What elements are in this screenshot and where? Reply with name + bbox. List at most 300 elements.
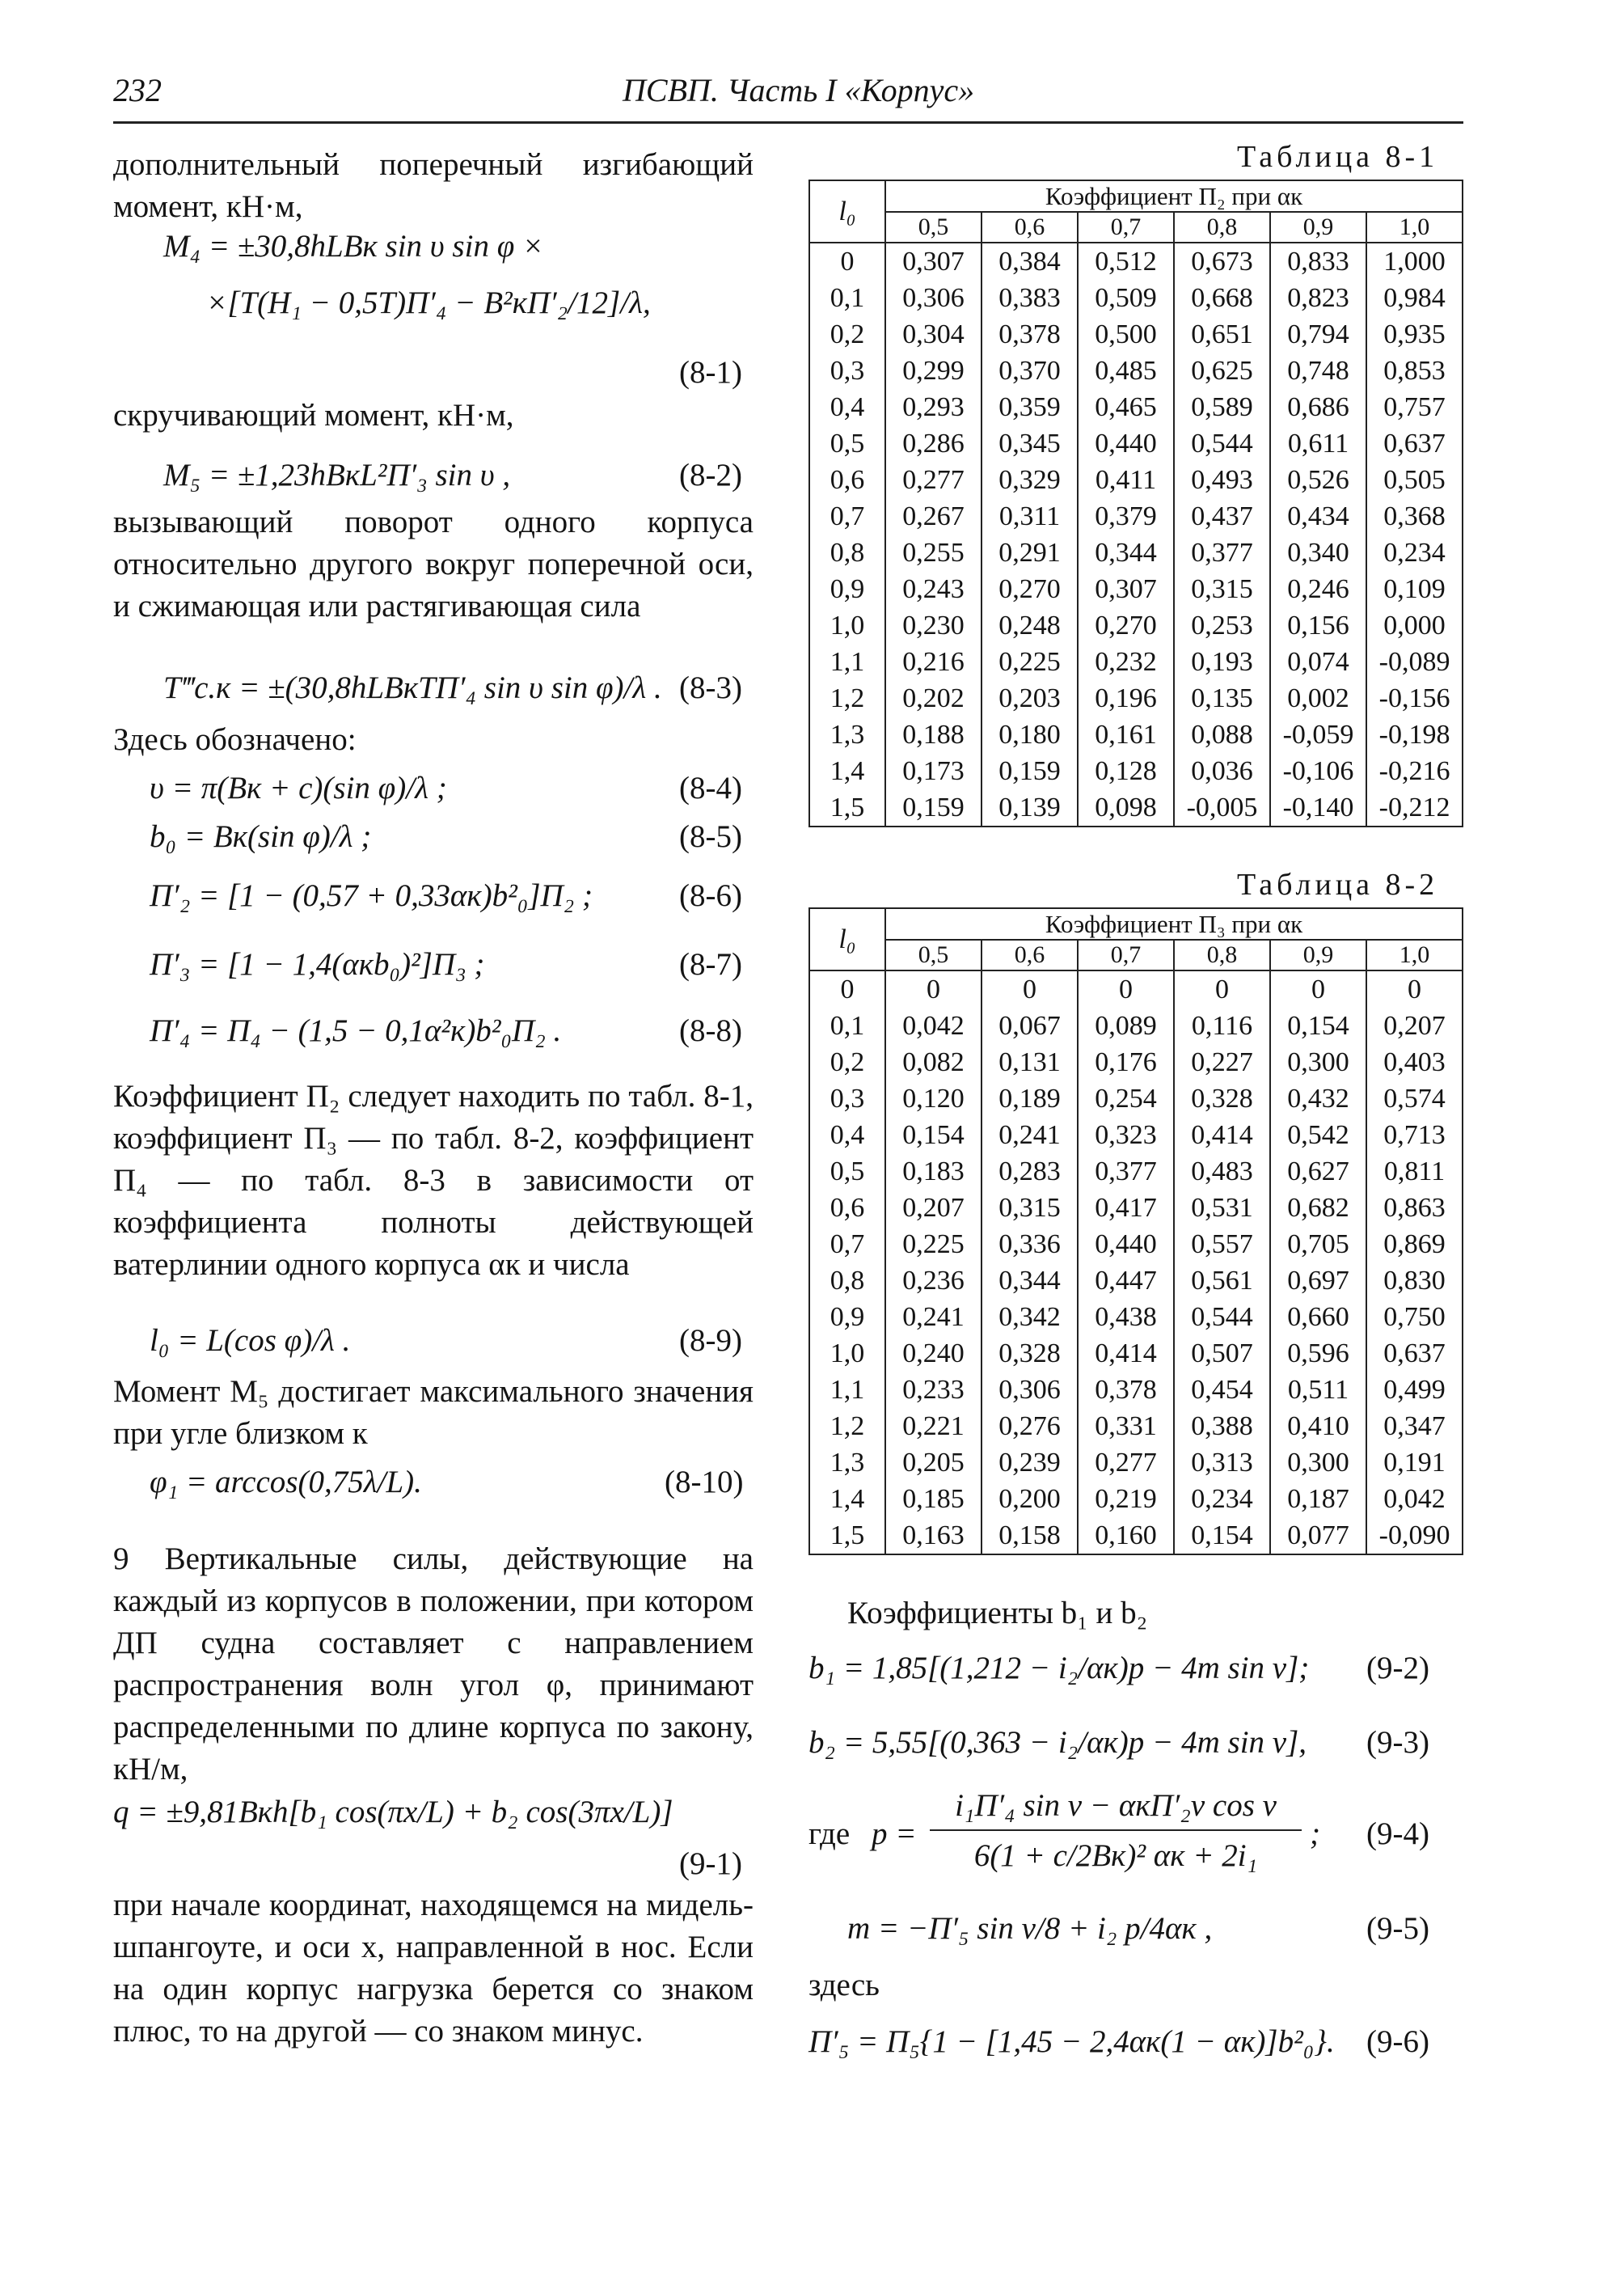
table-cell: 1,000 — [1366, 243, 1463, 280]
row-label-cell: 0,8 — [809, 535, 885, 571]
table-cell: 0,410 — [1270, 1408, 1366, 1444]
table-row — [809, 1008, 1463, 1044]
table-cell: 0,682 — [1270, 1190, 1366, 1226]
table-row — [809, 1044, 1463, 1080]
formula-9-4-denominator: 6(1 + c/2Bк)² αк + 2i₁ — [973, 1838, 1258, 1873]
table-cell: -0,005 — [1174, 789, 1270, 827]
table-cell: 0,042 — [885, 1008, 982, 1044]
table-cell: 0,089 — [1078, 1008, 1174, 1044]
table-cell: 0,440 — [1078, 1226, 1174, 1262]
paragraph-twisting-moment: скручивающий момент, кН·м, — [113, 398, 514, 433]
table-row — [809, 1262, 1463, 1299]
row-label-cell: 0,2 — [809, 316, 885, 353]
table-8-2-row-header: l₀ — [809, 908, 885, 970]
row-label-cell: 1,5 — [809, 789, 885, 827]
row-label-cell: 0,7 — [809, 498, 885, 535]
row-label-cell: 1,5 — [809, 1517, 885, 1554]
table-cell: 0,000 — [1366, 607, 1463, 644]
table-cell: -0,212 — [1366, 789, 1463, 827]
table-cell: 0,388 — [1174, 1408, 1270, 1444]
table-cell: 0,042 — [1366, 1481, 1463, 1517]
formula-8-1-line-1: M₄ = ±30,8hLBк sin υ sin φ × — [163, 229, 544, 264]
table-row — [809, 1299, 1463, 1335]
formula-9-4-lhs: p = — [872, 1816, 917, 1851]
formula-8-9: l₀ = L(cos φ)/λ . — [150, 1323, 351, 1358]
table-cell: 0,159 — [885, 789, 982, 827]
table-cell: 0,243 — [885, 571, 982, 607]
table-cell: 0,270 — [982, 571, 1078, 607]
row-label-cell: 0,1 — [809, 280, 885, 316]
table-8-1-group-header: Коэффициент Π₂ при αк — [885, 180, 1463, 212]
table-cell: 0,276 — [982, 1408, 1078, 1444]
table-cell: 0,230 — [885, 607, 982, 644]
table-cell: 0,241 — [982, 1117, 1078, 1153]
row-label-cell: 1,1 — [809, 644, 885, 680]
table-row — [809, 717, 1463, 753]
table-cell: 0,505 — [1366, 462, 1463, 498]
table-cell: -0,090 — [1366, 1517, 1463, 1554]
formula-9-4-numerator: i₁Π′₄ sin v − αкΠ′₂v cos v — [955, 1788, 1277, 1823]
table-cell: 0,668 — [1174, 280, 1270, 316]
paragraph-bending-moment: дополнительный поперечный изгибающий момент, кН·м, — [113, 147, 754, 224]
table-cell: 0 — [1174, 970, 1270, 1008]
table-cell: 0,347 — [1366, 1408, 1463, 1444]
table-cell: 0,833 — [1270, 243, 1366, 280]
table-row — [809, 753, 1463, 789]
row-label-cell: 0 — [809, 970, 885, 1008]
table-cell: 0,379 — [1078, 498, 1174, 535]
table-row — [809, 425, 1463, 462]
table-row — [809, 1517, 1463, 1554]
table-cell: 0,254 — [1078, 1080, 1174, 1117]
table-cell: 0,830 — [1366, 1262, 1463, 1299]
table-cell: 0,414 — [1174, 1117, 1270, 1153]
table-cell: 0,544 — [1174, 1299, 1270, 1335]
table-cell: 0,246 — [1270, 571, 1366, 607]
table-cell: 0,306 — [982, 1372, 1078, 1408]
table-cell: 0,697 — [1270, 1262, 1366, 1299]
table-8-2-group-header: Коэффициент Π₃ при αк — [885, 908, 1463, 940]
table-cell: 0,109 — [1366, 571, 1463, 607]
table-cell: 0,336 — [982, 1226, 1078, 1262]
table-cell: 0,154 — [1174, 1517, 1270, 1554]
table-8-2 — [808, 907, 1463, 1555]
formula-9-4-fraction-bar — [930, 1829, 1302, 1831]
table-cell: 0,794 — [1270, 316, 1366, 353]
table-cell: 0,233 — [885, 1372, 982, 1408]
table-cell: 0,811 — [1366, 1153, 1463, 1190]
column-header: 0,6 — [982, 940, 1078, 970]
table-cell: 0,627 — [1270, 1153, 1366, 1190]
paragraph-coordinates: при начале координат, находящемся на мидель-шпангоуте, и оси x, направленной в нос. Если на один корпус нагрузка берется со знаком плюс, то на другой — со знаком минус. — [113, 1888, 754, 2049]
column-header: 0,9 — [1270, 940, 1366, 970]
column-header: 1,0 — [1366, 212, 1463, 243]
table-cell: 0,154 — [885, 1117, 982, 1153]
equation-number-8-9: (8-9) — [679, 1323, 742, 1358]
formula-8-3: T‴с.к = ±(30,8hLBкTΠ′₄ sin υ sin φ)/λ . — [163, 670, 662, 705]
table-cell: 0,370 — [982, 353, 1078, 389]
table-cell: 0,345 — [982, 425, 1078, 462]
table-cell: 0,377 — [1078, 1153, 1174, 1190]
table-cell: 0,823 — [1270, 280, 1366, 316]
table-cell: 0,163 — [885, 1517, 982, 1554]
table-cell: 0,328 — [1174, 1080, 1270, 1117]
table-cell: 0,342 — [982, 1299, 1078, 1335]
table-cell: 0,757 — [1366, 389, 1463, 425]
table-cell: 0,500 — [1078, 316, 1174, 353]
table-cell: 0,311 — [982, 498, 1078, 535]
table-row — [809, 1117, 1463, 1153]
table-row — [809, 1226, 1463, 1262]
table-cell: 0,180 — [982, 717, 1078, 753]
column-header: 0,7 — [1078, 212, 1174, 243]
table-cell: 0,185 — [885, 1481, 982, 1517]
table-row — [809, 1153, 1463, 1190]
table-row — [809, 1408, 1463, 1444]
table-cell: 0,414 — [1078, 1335, 1174, 1372]
table-cell: 0,328 — [982, 1335, 1078, 1372]
table-cell: 0,189 — [982, 1080, 1078, 1117]
table-cell: 0,306 — [885, 280, 982, 316]
table-cell: 0,329 — [982, 462, 1078, 498]
table-cell: 0,156 — [1270, 607, 1366, 644]
table-cell: 0,067 — [982, 1008, 1078, 1044]
table-cell: 0,241 — [885, 1299, 982, 1335]
table-cell: 0,240 — [885, 1335, 982, 1372]
table-cell: 0,750 — [1366, 1299, 1463, 1335]
table-cell: 0,191 — [1366, 1444, 1463, 1481]
table-cell: 0,344 — [1078, 535, 1174, 571]
table-cell: 0,088 — [1174, 717, 1270, 753]
table-cell: 0,863 — [1366, 1190, 1463, 1226]
row-label-cell: 0,4 — [809, 389, 885, 425]
table-row — [809, 1372, 1463, 1408]
table-cell: 0,307 — [1078, 571, 1174, 607]
table-cell: 0,234 — [1366, 535, 1463, 571]
table-cell: 0,098 — [1078, 789, 1174, 827]
table-cell: 0,440 — [1078, 425, 1174, 462]
table-cell: 0,499 — [1366, 1372, 1463, 1408]
formula-8-7: Π′₃ = [1 − 1,4(αкb₀)²]Π₃ ; — [150, 947, 485, 982]
table-cell: 0,074 — [1270, 644, 1366, 680]
table-cell: 0,359 — [982, 389, 1078, 425]
column-header: 0,5 — [885, 940, 982, 970]
table-8-1-row-header: l₀ — [809, 180, 885, 243]
table-row — [809, 462, 1463, 498]
table-cell: 0,277 — [885, 462, 982, 498]
table-cell: 0,403 — [1366, 1044, 1463, 1080]
row-label-cell: 1,0 — [809, 1335, 885, 1372]
table-cell: 0 — [1270, 970, 1366, 1008]
table-cell: 0,304 — [885, 316, 982, 353]
table-cell: 0,557 — [1174, 1226, 1270, 1262]
table-cell: 0,542 — [1270, 1117, 1366, 1153]
table-cell: 0,139 — [982, 789, 1078, 827]
row-label-cell: 0,6 — [809, 462, 885, 498]
table-cell: 0,313 — [1174, 1444, 1270, 1481]
table-cell: 0,434 — [1270, 498, 1366, 535]
table-cell: 0,574 — [1366, 1080, 1463, 1117]
equation-number-9-5: (9-5) — [1366, 1911, 1429, 1946]
table-row — [809, 243, 1463, 280]
table-cell: 0,589 — [1174, 389, 1270, 425]
table-cell: 0,561 — [1174, 1262, 1270, 1299]
table-cell: 0,344 — [982, 1262, 1078, 1299]
formula-9-3: b₂ = 5,55[(0,363 − i₂/αк)p − 4m sin v], — [808, 1725, 1307, 1760]
table-cell: 0,159 — [982, 753, 1078, 789]
table-cell: -0,089 — [1366, 644, 1463, 680]
table-cell: 0,512 — [1078, 243, 1174, 280]
table-cell: 0 — [982, 970, 1078, 1008]
table-row — [809, 607, 1463, 644]
table-cell: 0,368 — [1366, 498, 1463, 535]
table-row — [809, 571, 1463, 607]
table-cell: 0,227 — [1174, 1044, 1270, 1080]
formula-8-4: υ = π(Bк + c)(sin φ)/λ ; — [150, 771, 447, 806]
table-cell: 0,935 — [1366, 316, 1463, 353]
table-cell: 0,984 — [1366, 280, 1463, 316]
row-label-cell: 1,4 — [809, 753, 885, 789]
row-label-cell: 1,1 — [809, 1372, 885, 1408]
column-header: 0,6 — [982, 212, 1078, 243]
table-cell: 0,036 — [1174, 753, 1270, 789]
table-cell: 0,135 — [1174, 680, 1270, 717]
table-row — [809, 1335, 1463, 1372]
table-cell: 0,625 — [1174, 353, 1270, 389]
table-cell: 0,411 — [1078, 462, 1174, 498]
table-cell: 0,417 — [1078, 1190, 1174, 1226]
table-cell: 0,438 — [1078, 1299, 1174, 1335]
equation-number-8-1: (8-1) — [679, 355, 742, 390]
running-title: ПСВП. Часть I «Корпус» — [623, 72, 975, 108]
table-row — [809, 316, 1463, 353]
equation-number-9-6: (9-6) — [1366, 2024, 1429, 2059]
paragraph-rotation-force: вызывающий поворот одного корпуса относительно другого вокруг поперечной оси, и сжимающая или растягивающая сила — [113, 505, 754, 624]
table-cell: 0,183 — [885, 1153, 982, 1190]
table-row — [809, 389, 1463, 425]
table-cell: 0,331 — [1078, 1408, 1174, 1444]
table-cell: 0,128 — [1078, 753, 1174, 789]
table-cell: 0,161 — [1078, 717, 1174, 753]
table-row — [809, 280, 1463, 316]
equation-number-9-3: (9-3) — [1366, 1725, 1429, 1760]
table-cell: 0,225 — [982, 644, 1078, 680]
label-notation: Здесь обозначено: — [113, 722, 357, 757]
table-cell: 0,193 — [1174, 644, 1270, 680]
formula-8-6: Π′₂ = [1 − (0,57 + 0,33αк)b²₀]Π₂ ; — [150, 878, 593, 913]
table-row — [809, 498, 1463, 535]
page-number: 232 — [113, 72, 162, 108]
table-cell: 0,377 — [1174, 535, 1270, 571]
row-label-cell: 1,2 — [809, 1408, 885, 1444]
equation-number-8-2: (8-2) — [679, 458, 742, 493]
row-label-cell: 0,4 — [809, 1117, 885, 1153]
table-cell: 0,378 — [1078, 1372, 1174, 1408]
column-header: 0,5 — [885, 212, 982, 243]
table-row — [809, 680, 1463, 717]
table-8-1-column-headers — [809, 212, 1463, 243]
table-cell: 0,383 — [982, 280, 1078, 316]
table-cell: 0,232 — [1078, 644, 1174, 680]
table-row — [809, 1444, 1463, 1481]
equation-number-8-4: (8-4) — [679, 771, 742, 806]
formula-9-1: q = ±9,81Bкh[b₁ cos(πx/L) + b₂ cos(3πx/L)] — [113, 1795, 673, 1829]
table-cell: 0,384 — [982, 243, 1078, 280]
table-cell: 0,596 — [1270, 1335, 1366, 1372]
row-label-cell: 0,1 — [809, 1008, 885, 1044]
equation-number-9-2: (9-2) — [1366, 1651, 1429, 1685]
table-cell: 0,315 — [982, 1190, 1078, 1226]
table-row — [809, 353, 1463, 389]
table-cell: 0,509 — [1078, 280, 1174, 316]
table-cell: 0,853 — [1366, 353, 1463, 389]
table-cell: 0,291 — [982, 535, 1078, 571]
paragraph-moment-max: Момент M₅ достигает максимального значения при угле близком к — [113, 1374, 754, 1451]
row-label-cell: 1,3 — [809, 717, 885, 753]
formula-9-4-end: ; — [1310, 1816, 1320, 1851]
row-label-cell: 0,6 — [809, 1190, 885, 1226]
table-cell: 0,154 — [1270, 1008, 1366, 1044]
table-cell: 0,255 — [885, 535, 982, 571]
table-cell: -0,216 — [1366, 753, 1463, 789]
table-cell: 0,131 — [982, 1044, 1078, 1080]
table-cell: 0,432 — [1270, 1080, 1366, 1117]
table-cell: 0,465 — [1078, 389, 1174, 425]
table-row — [809, 1190, 1463, 1226]
row-label-cell: 0,7 — [809, 1226, 885, 1262]
table-cell: 0,705 — [1270, 1226, 1366, 1262]
table-cell: 0,203 — [982, 680, 1078, 717]
table-cell: -0,106 — [1270, 753, 1366, 789]
paragraph-vertical-forces: 9 Вертикальные силы, действующие на каждый из корпусов в положении, при котором ДП судна составляет с направлением распространения волн угол φ, принимают распределенными по длине корпуса по закону, кН/м, — [113, 1541, 754, 1786]
table-row — [809, 789, 1463, 827]
table-cell: 0,544 — [1174, 425, 1270, 462]
formula-8-1-line-2: ×[T(H₁ − 0,5T)Π′₄ − B²кΠ′₂/12]/λ, — [206, 285, 651, 320]
table-cell: 0 — [885, 970, 982, 1008]
equation-number-8-5: (8-5) — [679, 819, 742, 854]
table-cell: 0,293 — [885, 389, 982, 425]
equation-number-8-7: (8-7) — [679, 947, 742, 982]
table-8-2-caption: Таблица 8-2 — [1237, 868, 1439, 902]
row-label-cell: 0,5 — [809, 425, 885, 462]
table-cell: 0,205 — [885, 1444, 982, 1481]
table-cell: 0,283 — [982, 1153, 1078, 1190]
table-cell: 0,188 — [885, 717, 982, 753]
table-cell: 0,200 — [982, 1481, 1078, 1517]
left-column — [113, 137, 754, 2143]
row-label-cell: 0,2 — [809, 1044, 885, 1080]
formula-8-2: M₅ = ±1,23hBкL²Π′₃ sin υ , — [163, 458, 511, 493]
table-cell: 0,221 — [885, 1408, 982, 1444]
table-cell: 0,082 — [885, 1044, 982, 1080]
table-cell: 0,300 — [1270, 1444, 1366, 1481]
table-8-2-body — [809, 970, 1463, 1554]
table-cell: 0,713 — [1366, 1117, 1463, 1153]
table-cell: 0,507 — [1174, 1335, 1270, 1372]
table-8-2-column-headers — [809, 940, 1463, 970]
heading-coefficients-b1-b2: Коэффициенты b₁ и b₂ — [847, 1596, 1148, 1630]
table-cell: 0,611 — [1270, 425, 1366, 462]
table-cell: 0,225 — [885, 1226, 982, 1262]
table-cell: -0,156 — [1366, 680, 1463, 717]
label-here: здесь — [808, 1968, 880, 2002]
table-cell: 0,219 — [1078, 1481, 1174, 1517]
table-cell: 0,531 — [1174, 1190, 1270, 1226]
table-cell: 0,207 — [885, 1190, 982, 1226]
table-cell: 0,485 — [1078, 353, 1174, 389]
equation-number-8-10: (8-10) — [665, 1465, 744, 1499]
table-cell: 0 — [1078, 970, 1174, 1008]
table-cell: 0,869 — [1366, 1226, 1463, 1262]
table-cell: 0,270 — [1078, 607, 1174, 644]
table-cell: 0,307 — [885, 243, 982, 280]
paragraph-coefficients: Коэффициент Π₂ следует находить по табл. 8-1, коэффициент Π₃ — по табл. 8-2, коэффициент Π₄ — по табл. 8-3 в зависимости от коэффициента полноты действующей ватерлинии одного корпуса αк и числа — [113, 1079, 754, 1282]
row-label-cell: 0,9 — [809, 1299, 885, 1335]
table-cell: 0,176 — [1078, 1044, 1174, 1080]
table-8-1-caption: Таблица 8-1 — [1237, 140, 1439, 174]
table-cell: -0,059 — [1270, 717, 1366, 753]
table-cell: 0,637 — [1366, 425, 1463, 462]
table-cell: 0,277 — [1078, 1444, 1174, 1481]
column-header: 0,9 — [1270, 212, 1366, 243]
column-header: 0,8 — [1174, 940, 1270, 970]
table-row — [809, 644, 1463, 680]
table-cell: 0,637 — [1366, 1335, 1463, 1372]
formula-9-2: b₁ = 1,85[(1,212 − i₂/αк)p − 4m sin v]; — [808, 1651, 1310, 1685]
table-cell: 0,378 — [982, 316, 1078, 353]
row-label-cell: 1,2 — [809, 680, 885, 717]
table-cell: 0,002 — [1270, 680, 1366, 717]
table-cell: 0,160 — [1078, 1517, 1174, 1554]
table-cell: 0 — [1366, 970, 1463, 1008]
row-label-cell: 0,3 — [809, 1080, 885, 1117]
table-cell: 0,202 — [885, 680, 982, 717]
table-cell: 0,651 — [1174, 316, 1270, 353]
table-row — [809, 1080, 1463, 1117]
table-cell: -0,140 — [1270, 789, 1366, 827]
table-cell: 0,673 — [1174, 243, 1270, 280]
row-label-cell: 0,5 — [809, 1153, 885, 1190]
table-cell: 0,077 — [1270, 1517, 1366, 1554]
table-cell: 0,216 — [885, 644, 982, 680]
table-row — [809, 1481, 1463, 1517]
table-8-1 — [808, 180, 1463, 827]
table-cell: 0,286 — [885, 425, 982, 462]
equation-number-9-1: (9-1) — [679, 1846, 742, 1881]
table-row — [809, 535, 1463, 571]
table-cell: 0,299 — [885, 353, 982, 389]
table-cell: 0,196 — [1078, 680, 1174, 717]
table-cell: 0,267 — [885, 498, 982, 535]
equation-number-9-4: (9-4) — [1366, 1816, 1429, 1851]
formula-9-6: Π′₅ = Π₅{1 − [1,45 − 2,4αк(1 − αк)]b²₀}. — [808, 2024, 1335, 2059]
formula-9-5: m = −Π′₅ sin v/8 + i₂ p/4αк , — [847, 1911, 1213, 1946]
table-cell: 0,447 — [1078, 1262, 1174, 1299]
row-label-cell: 0,9 — [809, 571, 885, 607]
table-cell: 0,236 — [885, 1262, 982, 1299]
equation-number-8-6: (8-6) — [679, 878, 742, 913]
table-cell: 0,686 — [1270, 389, 1366, 425]
label-where: где — [808, 1816, 851, 1851]
table-cell: 0,120 — [885, 1080, 982, 1117]
table-cell: 0,173 — [885, 753, 982, 789]
table-cell: -0,198 — [1366, 717, 1463, 753]
formula-8-5: b₀ = Bк(sin φ)/λ ; — [150, 819, 372, 854]
column-header: 1,0 — [1366, 940, 1463, 970]
table-cell: 0,248 — [982, 607, 1078, 644]
table-cell: 0,526 — [1270, 462, 1366, 498]
table-cell: 0,323 — [1078, 1117, 1174, 1153]
